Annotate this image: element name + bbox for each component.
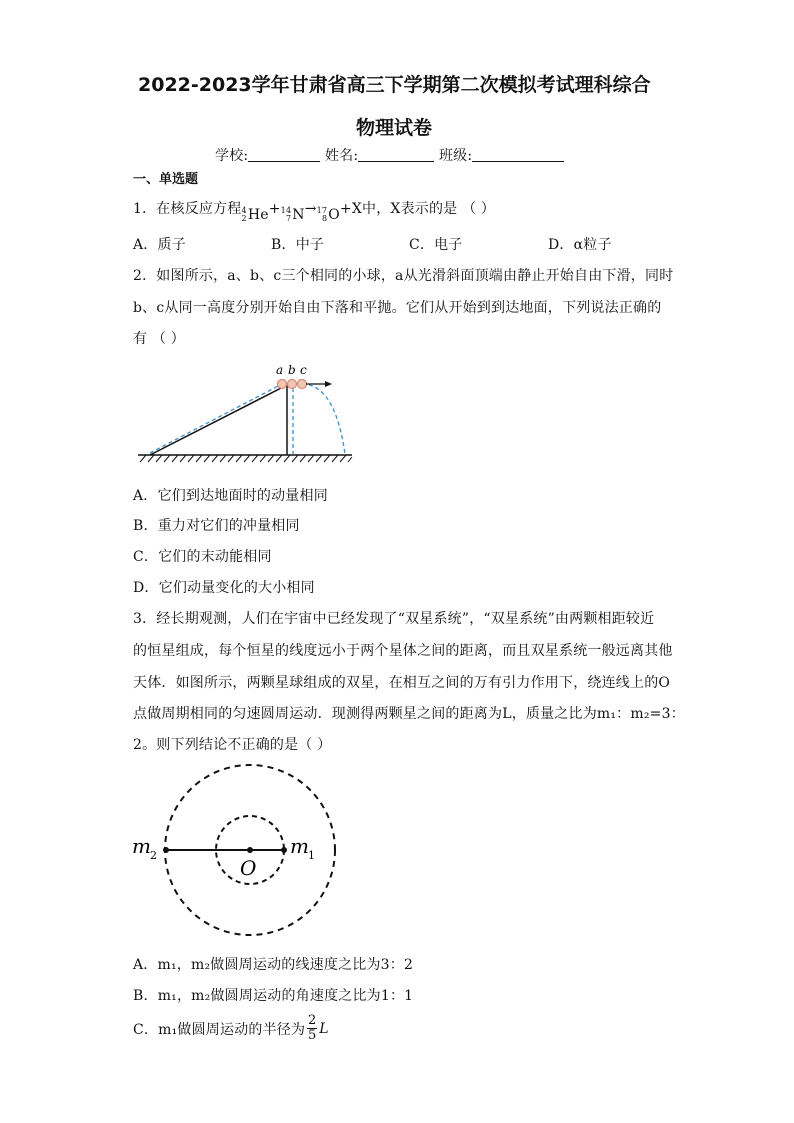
class-label: 班级: bbox=[438, 148, 473, 164]
question-2-line2: b、c从同一高度分别开始自由下落和平抛。它们从开始到到达地面，下列说法正确的 bbox=[133, 300, 662, 316]
q3-option-c-l: L bbox=[319, 1020, 329, 1037]
q1-prefix: 1．在核反应方程 bbox=[133, 201, 242, 217]
question-2-line3: 有 （ ） bbox=[133, 331, 185, 347]
label-c: c bbox=[300, 363, 307, 377]
q1-option-c[interactable]: C．电子 bbox=[409, 237, 463, 253]
label-m2-sub: 2 bbox=[150, 849, 157, 862]
plus-sign: + bbox=[268, 201, 281, 217]
ball-c bbox=[298, 380, 307, 389]
star-m2 bbox=[163, 847, 169, 853]
ground-line bbox=[138, 455, 352, 462]
q1-option-b[interactable]: B．中子 bbox=[271, 237, 325, 253]
school-blank[interactable] bbox=[248, 147, 320, 162]
name-label: 姓名: bbox=[324, 148, 359, 164]
label-o: O bbox=[240, 856, 257, 880]
label-m1-sub: 1 bbox=[308, 849, 315, 862]
reaction-arrow: → bbox=[304, 201, 317, 217]
q1-option-d[interactable]: D．α粒子 bbox=[548, 237, 612, 253]
q2-option-c[interactable]: C．它们的末动能相同 bbox=[133, 549, 272, 565]
question-3-line1: 3．经长期观测，人们在宇宙中已经发现了“双星系统”，“双星系统”由两颗相距较近 bbox=[133, 611, 655, 627]
school-label: 学校: bbox=[215, 148, 249, 164]
name-blank[interactable] bbox=[358, 147, 434, 162]
nitrogen-nuclide: 14 7 N bbox=[280, 206, 305, 223]
q2-option-a[interactable]: A．它们到达地面时的动量相同 bbox=[133, 488, 328, 504]
label-m1: m bbox=[290, 834, 309, 858]
incline bbox=[150, 385, 287, 455]
q3-option-c[interactable] bbox=[133, 1014, 329, 1043]
arrow-head-icon bbox=[325, 381, 332, 387]
star-m1 bbox=[281, 847, 287, 853]
fraction-two-fifths: $\frac{2}{5}$ bbox=[307, 1013, 317, 1043]
label-m2: m bbox=[132, 834, 151, 858]
question-3-line3: 天体．如图所示，两颗星球组成的双星，在相互之间的万有引力作用下，绕连线上的O bbox=[133, 675, 671, 691]
q3-option-a[interactable]: A．m₁，m₂做圆周运动的线速度之比为3：2 bbox=[133, 957, 414, 973]
ball-b bbox=[288, 380, 297, 389]
ball-a bbox=[278, 380, 287, 389]
path-a-dashed bbox=[150, 384, 282, 453]
helium-nuclide: 4 2 He bbox=[241, 206, 269, 223]
paper-title-line1: 2022-2023学年甘肃省高三下学期第二次模拟考试理科综合 bbox=[138, 74, 651, 96]
q2-option-b[interactable]: B．重力对它们的冲量相同 bbox=[133, 518, 300, 534]
binary-star-figure bbox=[128, 760, 368, 940]
center-o bbox=[247, 847, 253, 853]
oxygen-nuclide: 17 8 O bbox=[316, 206, 340, 223]
class-blank[interactable] bbox=[472, 147, 564, 162]
paper-title-line2: 物理试卷 bbox=[356, 117, 433, 139]
q3-option-c-text: C．m₁做圆周运动的半径为 bbox=[133, 1021, 306, 1038]
section-heading: 一、单选题 bbox=[133, 172, 199, 187]
q2-option-d[interactable]: D．它们动量变化的大小相同 bbox=[133, 580, 315, 596]
path-c-dashed bbox=[302, 384, 345, 454]
q1-option-a[interactable]: A．质子 bbox=[133, 237, 186, 253]
question-3-line2: 的恒星组成，每个恒星的线度远小于两个星体之间的距离，而且双星系统一般远离其他 bbox=[133, 643, 673, 659]
q3-option-b[interactable]: B．m₁，m₂做圆周运动的角速度之比为1：1 bbox=[133, 988, 414, 1004]
incline-figure bbox=[130, 360, 360, 468]
question-2-line1: 2．如图所示，a、b、c三个相同的小球，a从光滑斜面顶端由静止开始自由下滑，同时 bbox=[133, 268, 674, 284]
question-3-line4: 点做周期相同的匀速圆周运动．现测得两颗星之间的距离为L，质量之比为m₁：m₂=3： bbox=[133, 706, 685, 722]
label-b: b bbox=[288, 363, 296, 377]
q1-suffix: +X中，X表示的是 （ ） bbox=[339, 201, 496, 217]
label-a: a bbox=[276, 363, 284, 377]
student-info-row bbox=[215, 145, 564, 165]
question-1-stem bbox=[133, 198, 495, 223]
question-3-line5: 2。则下列结论不正确的是（ ） bbox=[133, 737, 332, 753]
